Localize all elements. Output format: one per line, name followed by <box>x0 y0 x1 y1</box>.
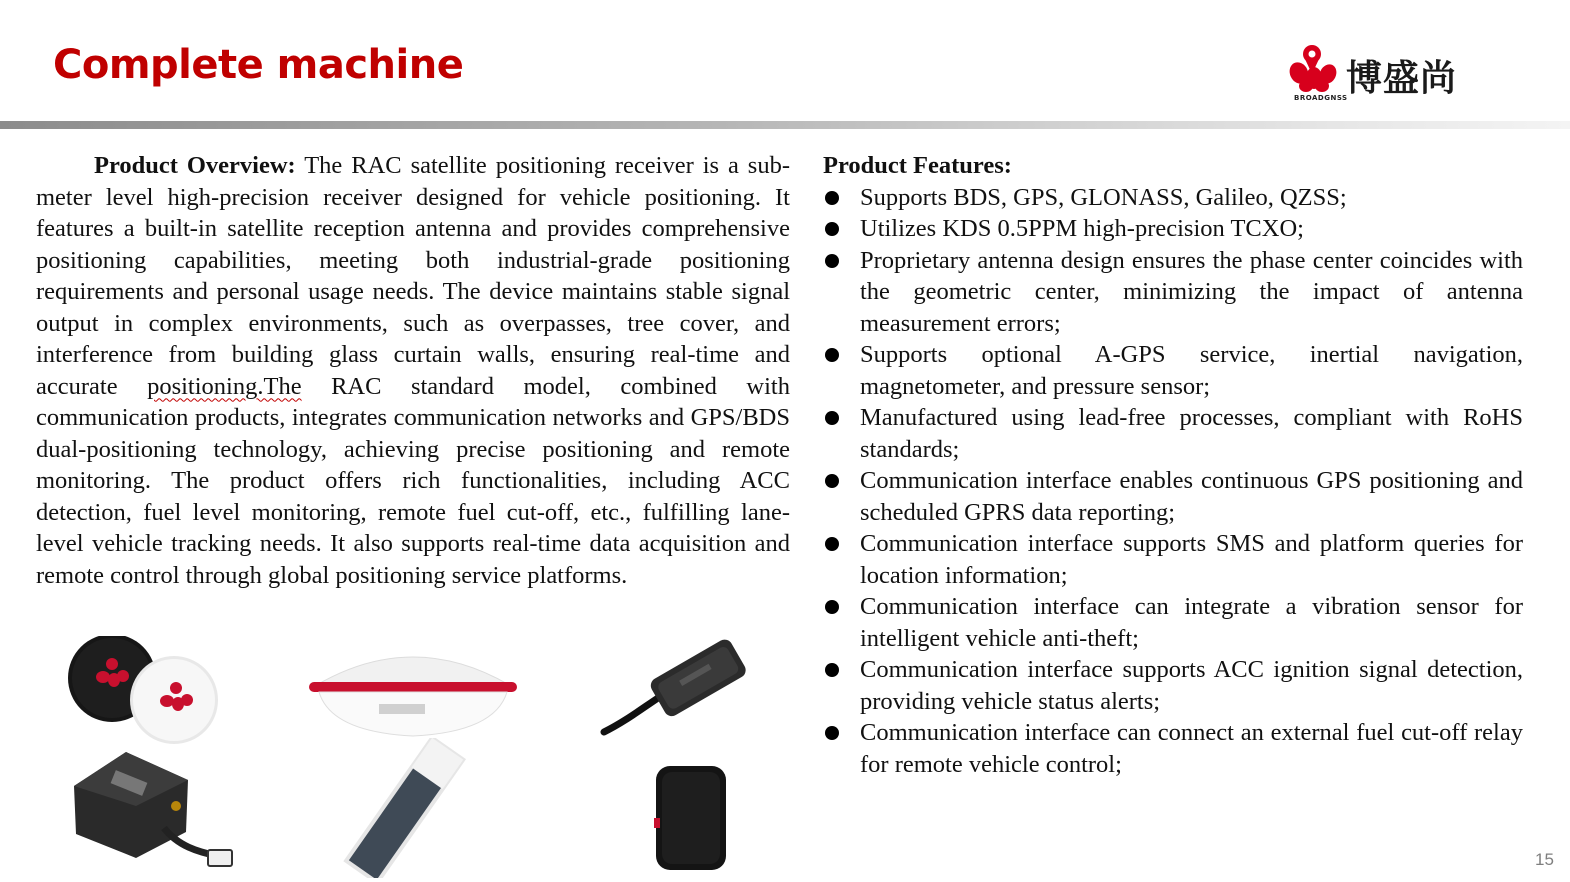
product-features <box>823 150 1523 780</box>
product-image-round-antennas <box>62 636 222 746</box>
product-image-black-pouch <box>652 762 732 874</box>
bullet-icon <box>825 600 839 614</box>
company-logo <box>1288 40 1478 106</box>
feature-item: Communication interface supports ACC ignition signal detection, providing vehicle status alerts; <box>823 654 1523 717</box>
feature-item: Communication interface can integrate a vibration sensor for intelligent vehicle anti-theft; <box>823 591 1523 654</box>
overview-text-part-2: RAC standard model, combined with communication products, integrates communication networks and GPS/BDS dual-positioning technology, achieving precise positioning and remote monitoring. The product offers rich functionalities, including ACC detection, fuel level monitoring, remote fuel cut-off, etc., fulfilling lane-level vehicle tracking needs. It also supports real-time data acquisition and remote control through global positioning service platforms. <box>36 372 790 589</box>
bullet-icon <box>825 348 839 362</box>
features-list <box>823 182 1523 781</box>
feature-item: Communication interface supports SMS and platform queries for location information; <box>823 528 1523 591</box>
logo-brand-subtext: BROADGNSS <box>1294 94 1348 102</box>
bullet-icon <box>825 474 839 488</box>
feature-item: Supports BDS, GPS, GLONASS, Galileo, QZSS; <box>823 182 1523 214</box>
logo-flower-icon <box>1288 40 1346 102</box>
bullet-icon <box>825 254 839 268</box>
feature-item: Utilizes KDS 0.5PPM high-precision TCXO; <box>823 213 1523 245</box>
bullet-icon <box>825 191 839 205</box>
overview-flagged-word: positioning.The <box>147 372 302 400</box>
bullet-icon <box>825 663 839 677</box>
overview-text-part-1: The RAC satellite positioning receiver is a sub-meter level high-precision receiver designed for vehicle positioning. It features a built-in satellite reception antenna and provides comprehensive positioning capabilities, meeting both industrial-grade positioning requirements and personal usage needs. The device maintains stable signal output in complex environments, such as overpasses, tree cover, and interference from building glass curtain walls, ensuring real-time and accurate <box>36 152 790 400</box>
features-heading: Product Features: <box>823 152 1012 179</box>
header-divider <box>0 121 1570 129</box>
product-image-vehicle-tracker <box>600 628 752 738</box>
slide-title: Complete machine <box>53 42 464 88</box>
product-image-dome-antenna <box>305 640 521 742</box>
bullet-icon <box>825 222 839 236</box>
bullet-icon <box>825 726 839 740</box>
feature-item: Communication interface enables continuous GPS positioning and scheduled GPRS data reporting; <box>823 465 1523 528</box>
page-number: 15 <box>1535 850 1554 869</box>
feature-item: Supports optional A-GPS service, inertial navigation, magnetometer, and pressure sensor; <box>823 339 1523 402</box>
product-image-module-box <box>68 746 238 878</box>
feature-item: Communication interface can connect an external fuel cut-off relay for remote vehicle control; <box>823 717 1523 780</box>
logo-chinese-name: 博盛尚 <box>1346 58 1458 99</box>
overview-heading: Product Overview: <box>94 152 296 179</box>
feature-item: Proprietary antenna design ensures the phase center coincides with the geometric center, minimizing the impact of antenna measurement errors; <box>823 245 1523 340</box>
bullet-icon <box>825 537 839 551</box>
product-overview-paragraph <box>36 150 790 591</box>
product-image-flat-antenna <box>320 738 490 878</box>
feature-item: Manufactured using lead-free processes, compliant with RoHS standards; <box>823 402 1523 465</box>
bullet-icon <box>825 411 839 425</box>
